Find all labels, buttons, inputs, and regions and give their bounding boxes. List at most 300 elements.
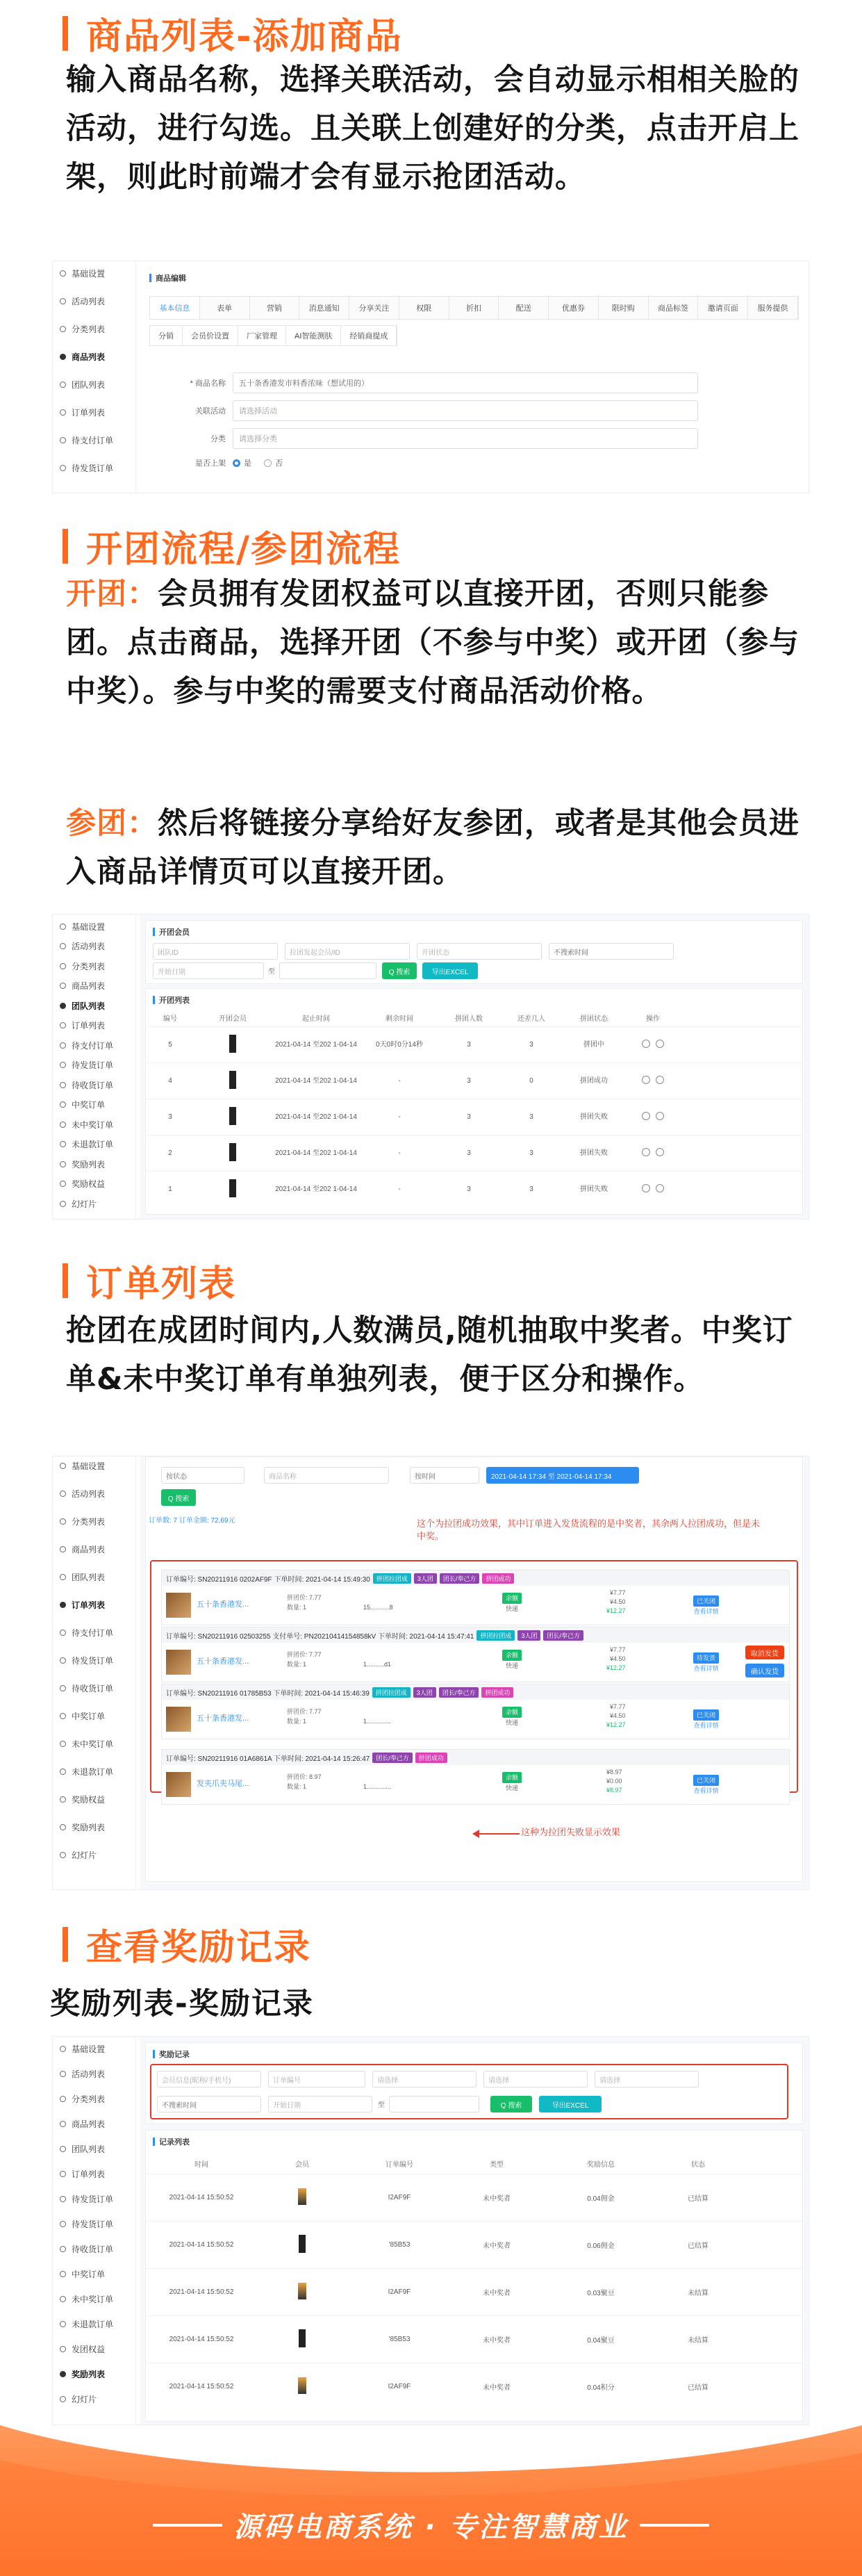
order-head-text: 订单编号: SN20211916 01A6861A 下单时间: 2021-04-14 15:26:47 (166, 1755, 370, 1763)
product-price (287, 1650, 322, 1669)
price-text: 拼团价: 8.97 (287, 1773, 322, 1780)
tab[interactable]: 分享关注 (349, 297, 399, 319)
due-amount: ¥12.27 (606, 1721, 626, 1728)
order-tag: 拼团拉团成 (373, 1573, 411, 1584)
sidebar-item-label: 待支付订单 (72, 1040, 114, 1051)
circle-icon (60, 270, 66, 277)
sidebar-item[interactable] (60, 1819, 105, 1835)
section-3-header (63, 1254, 236, 1306)
circle-icon (60, 1769, 66, 1775)
sidebar-item[interactable] (60, 1680, 113, 1696)
tab[interactable]: 表单 (200, 297, 250, 319)
sidebar-item[interactable] (60, 1847, 97, 1862)
cell-time: 2021-04-14 至202 1-04-14 (275, 1113, 357, 1121)
cell-type: 未中奖者 (483, 2384, 511, 2392)
sidebar-item[interactable] (60, 1791, 105, 1807)
status-select[interactable]: 按状态 (161, 1467, 244, 1484)
circle-icon (60, 1657, 66, 1664)
member-avatar (194, 1107, 271, 1127)
sidebar-item-label: 待支付订单 (72, 435, 114, 445)
total-amount: ¥8.97 (606, 1769, 622, 1775)
table-row (146, 1171, 802, 1207)
shipping-fee: ¥0.00 (606, 1778, 622, 1785)
sidebar-item[interactable] (60, 1058, 113, 1073)
sidebar-item[interactable] (60, 1708, 105, 1723)
sidebar-item[interactable] (60, 460, 113, 475)
due-amount: ¥12.27 (606, 1664, 626, 1671)
search-button[interactable]: Q 搜索 (161, 1489, 196, 1506)
circle-icon (60, 983, 66, 989)
circle-icon (60, 1630, 66, 1636)
sidebar-item-label: 基础设置 (72, 1461, 106, 1471)
sidebar-item[interactable] (60, 2341, 105, 2356)
column-header: 起止时间 (302, 1015, 330, 1023)
cell-order: I2AF9F (388, 2194, 411, 2201)
circle-icon (60, 2296, 66, 2302)
tab[interactable]: 服务提供 (748, 297, 798, 319)
view-icon[interactable] (656, 1076, 664, 1084)
activity-select[interactable]: 请选择活动 (233, 400, 698, 421)
product-name-link[interactable]: 发夹爪夹马尾... (197, 1780, 249, 1788)
cell-reward: 0.04聚豆 (587, 2337, 615, 2345)
product-name-row (149, 372, 698, 393)
end-date-input[interactable] (389, 2096, 479, 2113)
sub-tab[interactable]: 会员价设置 (183, 326, 238, 345)
qty-text: 数量: 1 (287, 1783, 307, 1790)
sidebar-item-label: 订单列表 (72, 1600, 106, 1610)
sidebar-item[interactable] (60, 1652, 113, 1668)
sidebar-item[interactable] (60, 1458, 105, 1473)
circle-icon (60, 2371, 66, 2377)
team-id-input[interactable]: 团队ID (153, 943, 278, 960)
section-4-header (63, 1918, 311, 1970)
sidebar-item[interactable] (60, 2216, 113, 2231)
sidebar-item-label: 中奖订单 (72, 2269, 106, 2279)
sidebar-item-label: 待发货订单 (72, 1060, 114, 1070)
sidebar-item-label: 未退款订单 (72, 1766, 114, 1777)
success-annotation: 这个为拉团成功效果，其中订单进入发货流程的是中奖者，其余两人拉团成功，但是未中奖。 (417, 1519, 761, 1542)
circle-icon (60, 354, 66, 360)
sidebar-item[interactable] (60, 349, 105, 364)
cell-time: 2021-04-14 至202 1-04-14 (275, 1186, 357, 1193)
category-row (149, 428, 698, 449)
cell-time: 2021-04-14 15:50:52 (169, 2194, 234, 2201)
sidebar-item[interactable] (60, 2191, 113, 2206)
cell-lack: 3 (529, 1186, 533, 1193)
cell-order: I2AF9F (388, 2288, 411, 2296)
circle-icon (60, 1062, 66, 1068)
section-1-text: 输入商品名称，选择关联活动，会自动显示相相关脸的活动，进行勾选。且关联上创建好的分类，点击开启上架，则此时前端才会有显示抢团活动。 (66, 63, 799, 195)
sidebar-item-label: 幻灯片 (72, 2394, 97, 2404)
sidebar-item-label: 发团权益 (72, 2344, 106, 2354)
order-body (162, 1643, 789, 1682)
cell-status: 未结算 (688, 2290, 708, 2297)
section-title: 商品列表-添加商品 (86, 16, 403, 58)
view-icon[interactable] (656, 1184, 664, 1192)
sidebar-item[interactable] (60, 1156, 105, 1172)
sidebar-item[interactable] (60, 1513, 105, 1529)
column-header: 剩余时间 (386, 1015, 413, 1023)
sidebar-item[interactable] (60, 919, 105, 934)
avatar-image (229, 1035, 236, 1053)
qty-text: 数量: 1 (287, 1718, 307, 1725)
avatar-image (299, 2235, 306, 2253)
sidebar (53, 261, 136, 493)
select-3[interactable]: 请选择 (595, 2071, 699, 2087)
tab[interactable]: 优惠券 (549, 297, 599, 319)
sidebar-item[interactable] (60, 1097, 105, 1113)
edit-icon[interactable] (642, 1148, 650, 1156)
sidebar-item-label: 未中奖订单 (72, 2294, 114, 2304)
end-date-input[interactable] (279, 962, 376, 979)
sidebar-item-label: 订单列表 (72, 1021, 106, 1031)
shelf-no-radio[interactable] (264, 457, 283, 468)
order-tag: 团长/奉己方 (440, 1573, 480, 1584)
table-row (146, 1026, 802, 1063)
shelf-yes-label: 是 (244, 459, 251, 468)
circle-icon (60, 1491, 66, 1497)
cell-reward: 0.04积分 (587, 2384, 615, 2392)
footer-text: 源码电商系统 · 专注智慧商业 (233, 2511, 629, 2543)
sidebar-item[interactable] (60, 432, 113, 448)
tab[interactable]: 消息通知 (299, 297, 349, 319)
cell-num: 3 (467, 1113, 471, 1121)
sidebar-item-label: 中奖订单 (72, 1711, 106, 1721)
avatar-image (229, 1071, 236, 1089)
circle-icon (60, 2171, 66, 2177)
amount-info (606, 1768, 622, 1795)
sidebar-item[interactable] (60, 1736, 113, 1751)
sidebar-item[interactable] (60, 1625, 113, 1640)
sidebar-item[interactable] (60, 939, 105, 954)
column-header: 开团会员 (219, 1015, 247, 1023)
order-list-screenshot (52, 1456, 809, 1890)
order-tag: 3人团 (517, 1630, 540, 1641)
circle-icon (60, 2046, 66, 2052)
member-avatar (257, 2235, 347, 2255)
tab[interactable]: 营销 (250, 297, 300, 319)
group-list-screenshot (52, 914, 809, 1220)
tab[interactable]: 商品标签 (649, 297, 699, 319)
sidebar-item-label: 待收货订单 (72, 1080, 114, 1090)
sidebar-item[interactable] (60, 958, 105, 974)
footer-wave (0, 2384, 862, 2576)
cell-lack: 3 (529, 1149, 533, 1157)
detail-link[interactable]: 查看详情 (693, 1608, 719, 1615)
sub-tab[interactable]: 分销 (150, 326, 183, 345)
price-text: 拼团价: 7.77 (287, 1594, 322, 1601)
sidebar-item[interactable] (60, 2266, 105, 2281)
pay-badge: 余额 (502, 1593, 522, 1604)
sidebar-item[interactable] (60, 1137, 113, 1152)
product-name-input[interactable]: 商品名称 (264, 1467, 389, 1484)
circle-icon (60, 1546, 66, 1552)
cell-type: 未中奖者 (483, 2290, 511, 2297)
section-bar (63, 1927, 68, 1962)
qty-text: 数量: 1 (287, 1604, 307, 1611)
tab[interactable]: 限时购 (599, 297, 649, 319)
member-info-input[interactable]: 会员信息(昵称/手机号) (157, 2071, 261, 2087)
shipping-fee: ¥4.50 (610, 1712, 626, 1719)
status-select[interactable]: 开团状态 (417, 943, 542, 960)
confirm-ship-button[interactable]: 确认发货 (745, 1664, 784, 1677)
order-header (162, 1570, 789, 1586)
main-area (140, 261, 809, 493)
cell-num: 3 (467, 1186, 471, 1193)
cell-type: 未中奖者 (483, 2195, 511, 2203)
cell-type: 未中奖者 (483, 2337, 511, 2345)
shelf-yes-radio[interactable] (233, 457, 251, 468)
column-header: 拼团人数 (455, 1015, 483, 1023)
sidebar-item[interactable] (60, 2116, 105, 2131)
main-area (140, 2037, 809, 2425)
ship-text: 快递 (506, 1785, 519, 1791)
order-body (162, 1765, 789, 1804)
cell-order: '85B53 (388, 2336, 411, 2343)
circle-icon (60, 1082, 66, 1088)
member-avatar (194, 1143, 271, 1163)
category-select[interactable]: 请选择分类 (233, 428, 698, 449)
sidebar-item[interactable] (60, 321, 105, 336)
tab[interactable]: 基本信息 (150, 297, 200, 319)
sidebar-item[interactable] (60, 1176, 105, 1192)
product-image (166, 1650, 191, 1675)
circle-icon (60, 1101, 66, 1108)
sidebar-item-label: 奖励列表 (72, 1159, 106, 1170)
status-badge: 已关闭 (693, 1775, 719, 1786)
sidebar-item[interactable] (60, 2241, 113, 2256)
edit-icon[interactable] (642, 1112, 650, 1120)
sidebar-item[interactable] (60, 1077, 113, 1092)
shipping-fee: ¥4.50 (610, 1598, 626, 1605)
member-input[interactable]: 拉团发起会员/ID (285, 943, 410, 960)
cell-remain: 0天0时0分14秒 (376, 1041, 423, 1049)
date-sep: 至 (378, 2101, 385, 2109)
amount-info (606, 1646, 626, 1673)
activity-row (149, 400, 698, 421)
sidebar-item-label: 未中奖订单 (72, 1739, 114, 1749)
sidebar-item-label: 团队列表 (72, 2144, 106, 2154)
sidebar-item-label: 待收货订单 (72, 1683, 114, 1693)
date-range-input[interactable]: 2021-04-14 17:34 至 2021-04-14 17:34 (486, 1467, 639, 1484)
sidebar-item[interactable] (60, 2041, 105, 2056)
start-date-input[interactable]: 开始日期 (153, 962, 264, 979)
time-select[interactable]: 不搜索时间 (549, 943, 674, 960)
section-3-text: 抢团在成团时间内,人数满员,随机抽取中奖者。中奖订单&未中奖订单有单独列表，便于区分和操作。 (66, 1313, 793, 1397)
select-2[interactable]: 请选择 (483, 2071, 588, 2087)
sidebar-item[interactable] (60, 265, 105, 281)
sub-tab-bar (149, 325, 397, 346)
order-card (161, 1749, 790, 1805)
sidebar-item[interactable] (60, 1597, 105, 1612)
sidebar-item[interactable] (60, 1486, 105, 1501)
sidebar-item[interactable] (60, 2166, 105, 2181)
sidebar-item[interactable] (60, 2291, 113, 2306)
product-name-link[interactable]: 五十条香港发... (197, 1657, 249, 1666)
sidebar-item[interactable] (60, 2366, 105, 2381)
section-2-header (63, 520, 401, 572)
search-button[interactable]: Q 搜索 (490, 2096, 532, 2113)
cancel-ship-button[interactable]: 取消发货 (745, 1646, 784, 1659)
cell-time: 2021-04-14 至202 1-04-14 (275, 1149, 357, 1157)
price-text: 拼团价: 7.77 (287, 1708, 322, 1715)
sidebar-item[interactable] (60, 2141, 105, 2156)
sidebar-item-label: 团队列表 (72, 1572, 106, 1582)
sidebar-item-label: 团队列表 (72, 1001, 106, 1011)
circle-icon (60, 963, 66, 969)
sidebar-item[interactable] (60, 1117, 113, 1132)
time-select[interactable]: 不搜索时间 (157, 2096, 261, 2113)
sidebar-item-label: 奖励权益 (72, 1794, 106, 1805)
sidebar-item-label: 待发货订单 (72, 1655, 114, 1666)
table-row (146, 1063, 802, 1099)
sub-tab[interactable]: AI智能测肤 (286, 326, 341, 345)
reward-table-panel (145, 2130, 803, 2422)
circle-icon (60, 2146, 66, 2152)
circle-icon (60, 1141, 66, 1147)
sidebar-item[interactable] (60, 1541, 105, 1557)
circle-icon (60, 1824, 66, 1830)
product-name-link[interactable]: 五十条香港发... (197, 1714, 249, 1723)
keyword-open: 开团： (66, 577, 158, 612)
circle-icon (60, 382, 66, 388)
product-price (287, 1593, 322, 1612)
product-name-link[interactable]: 五十条香港发... (197, 1600, 249, 1609)
cell-id: 4 (168, 1077, 172, 1085)
sidebar-item[interactable] (60, 2316, 113, 2331)
order-tag: 团长/奉己方 (543, 1630, 583, 1641)
sidebar-item[interactable] (60, 2091, 105, 2106)
circle-icon (60, 1463, 66, 1469)
sidebar-item[interactable] (60, 293, 105, 309)
sidebar-item-label: 幻灯片 (72, 1850, 97, 1860)
circle-icon (60, 1713, 66, 1719)
order-status (693, 1652, 719, 1673)
cell-num: 3 (467, 1041, 471, 1049)
cell-status: 拼团失败 (580, 1149, 608, 1157)
circle-icon (60, 1003, 66, 1009)
circle-icon (60, 1796, 66, 1803)
filter-panel (145, 920, 803, 984)
time-select[interactable]: 按时间 (410, 1467, 479, 1484)
order-tag: 团长/奉己方 (439, 1687, 479, 1698)
footer-slogan (0, 2505, 862, 2545)
sidebar-item[interactable] (60, 404, 105, 420)
cell-id: 5 (168, 1041, 172, 1049)
cell-order: '85B53 (388, 2241, 411, 2249)
circle-icon (60, 943, 66, 949)
circle-icon (60, 1602, 66, 1608)
view-icon[interactable] (656, 1112, 664, 1120)
detail-link[interactable]: 查看详情 (693, 1787, 719, 1794)
view-icon[interactable] (656, 1040, 664, 1048)
export-button[interactable]: 导出EXCEL (539, 2096, 602, 2113)
section-title: 订单列表 (86, 1263, 237, 1305)
order-head-text: 订单编号: SN20211916 0202AF9F 下单时间: 2021-04-14 15:49:30 (166, 1575, 370, 1584)
column-header: 操作 (646, 1015, 660, 1023)
select-1[interactable]: 请选择 (372, 2071, 476, 2087)
sub-tab[interactable]: 经销商提成 (341, 326, 397, 345)
sidebar-item[interactable] (60, 998, 105, 1013)
member-avatar (194, 1035, 271, 1055)
detail-link[interactable]: 查看详情 (693, 1722, 719, 1729)
cell-status: 已结算 (688, 2242, 708, 2250)
order-head-text: 订单编号: SN20211916 01785B53 下单时间: 2021-04-14 15:46:39 (166, 1689, 370, 1698)
cell-time: 2021-04-14 15:50:52 (169, 2241, 234, 2249)
circle-icon (60, 409, 66, 416)
cell-reward: 0.04佣金 (587, 2195, 615, 2203)
sidebar-item[interactable] (60, 1196, 97, 1211)
export-button[interactable]: 导出EXCEL (422, 962, 478, 979)
tab[interactable]: 配送 (499, 297, 549, 319)
status-badge: 已关闭 (693, 1709, 719, 1721)
circle-icon (60, 1201, 66, 1207)
view-icon[interactable] (656, 1148, 664, 1156)
tab[interactable]: 权限 (399, 297, 449, 319)
product-image (166, 1593, 191, 1618)
edit-icon[interactable] (642, 1040, 650, 1048)
cell-lack: 0 (529, 1077, 533, 1085)
sidebar-item-label: 待支付订单 (72, 1627, 114, 1638)
circle-icon (60, 437, 66, 443)
start-date-input[interactable]: 开始日期 (268, 2096, 372, 2113)
circle-icon (60, 2321, 66, 2327)
sidebar-item[interactable] (60, 1764, 113, 1779)
shipping-fee: ¥4.50 (610, 1655, 626, 1662)
sidebar-item[interactable] (60, 2066, 105, 2081)
circle-icon (60, 1122, 66, 1128)
tab[interactable]: 邀请页面 (698, 297, 748, 319)
product-price (287, 1707, 322, 1726)
tab[interactable]: 折扣 (449, 297, 499, 319)
cell-id: 1 (168, 1186, 172, 1193)
order-status (693, 1595, 719, 1616)
product-name-input[interactable]: 五十条香港发市料香浓味（想试用的） (233, 372, 698, 393)
member-avatar (194, 1071, 271, 1091)
detail-link[interactable]: 查看详情 (693, 1665, 719, 1672)
panel-title: 开团列表 (153, 994, 190, 1006)
cell-status: 拼团失败 (580, 1113, 608, 1121)
pay-badge: 余额 (502, 1772, 522, 1783)
sidebar-item[interactable] (60, 1037, 113, 1053)
circle-icon (60, 1181, 66, 1187)
sidebar-item-label: 基础设置 (72, 2044, 106, 2054)
search-button[interactable]: Q 搜索 (382, 962, 417, 979)
circle-icon (60, 1852, 66, 1858)
section-2-text-open (66, 570, 802, 716)
sub-tab[interactable]: 厂家管理 (238, 326, 286, 345)
column-header: 拼团状态 (580, 1015, 608, 1023)
shelf-row (149, 457, 295, 468)
arrow-icon (472, 1828, 521, 1839)
avatar-image (299, 2329, 306, 2347)
sidebar-item[interactable] (60, 1569, 105, 1584)
order-body (162, 1586, 789, 1625)
product-image (166, 1772, 191, 1797)
edit-icon[interactable] (642, 1184, 650, 1192)
sidebar-item[interactable] (60, 377, 105, 392)
sidebar-item[interactable] (60, 1018, 105, 1033)
order-card (161, 1684, 790, 1739)
sidebar (53, 2037, 136, 2425)
circle-icon (60, 2196, 66, 2202)
edit-icon[interactable] (642, 1076, 650, 1084)
sidebar-item[interactable] (60, 978, 105, 994)
payment-info (502, 1772, 522, 1793)
order-no-input[interactable]: 订单编号 (268, 2071, 365, 2087)
circle-icon (60, 2346, 66, 2352)
table-row (146, 1099, 802, 1135)
